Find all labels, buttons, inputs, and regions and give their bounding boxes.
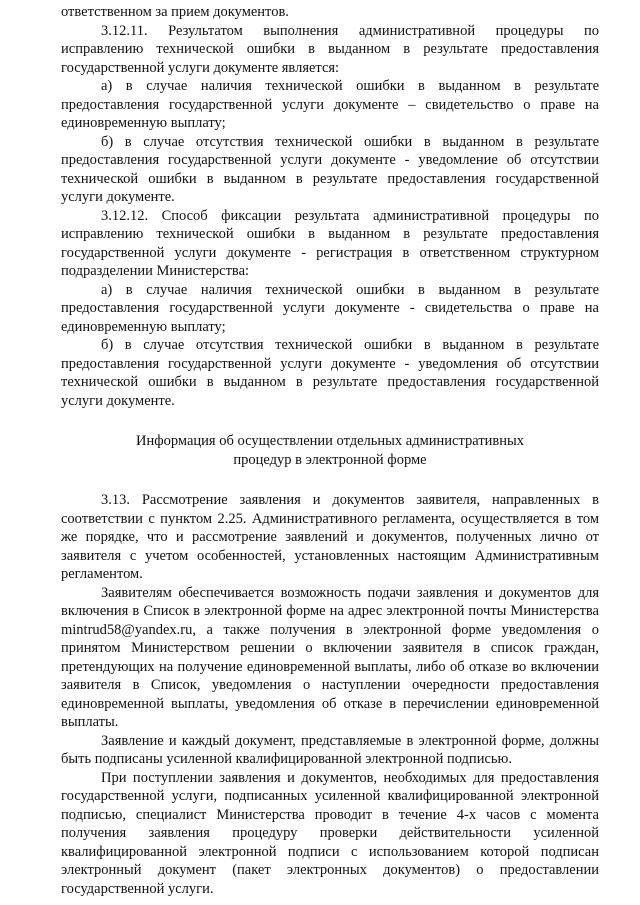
paragraph-3-12-11: 3.12.11. Результатом выполнения административной процедуры по исправлению технической ошибки в выданном в результате предоставления государственной услуги документе является: — [61, 22, 599, 76]
paragraph-3-12-11-b: б) в случае отсутствия технической ошибки в выданном в результате предоставления государственной услуги документе - уведомление об отсутствии технической ошибки в выданном в результате предоставления государственной услуги документе. — [61, 133, 599, 205]
paragraph-signature-verification: При поступлении заявления и документов, необходимых для предоставления государственной услуги, подписанных усиленной квалифицированной электронной подписью, специалист Министерства проводит в течение 4-х часов с момента получения заявления процедуру проверки действительности усиленной квалифицированной электронной подписи с использованием которой подписан электронный документ (пакет электронных документов) о предоставлении государственной услуги. — [61, 769, 599, 897]
section-heading — [61, 432, 599, 469]
paragraph-signature-requirement: Заявление и каждый документ, представляемые в электронной форме, должны быть подписаны усиленной квалифицированной электронной подписью. — [61, 732, 599, 767]
section-heading-line-2: процедур в электронной форме — [233, 451, 427, 468]
paragraph-3-12-12: 3.12.12. Способ фиксации результата административной процедуры по исправлению технической ошибки в выданном в результате предоставления государственной услуги документе - регистрация в ответственном структурном подразделении Министерства: — [61, 207, 599, 279]
paragraph-3-13: 3.13. Рассмотрение заявления и документов заявителя, направленных в соответствии с пунктом 2.25. Административного регламента, осуществляется в том же порядке, что и рассмотрение заявлений и документов, полученных лично от заявителя с учетом особенностей, установленных настоящим Административным регламентом. — [61, 492, 599, 582]
paragraph-electronic-submission: Заявителям обеспечивается возможность подачи заявления и документов для включения в Список в электронной форме на адрес электронной почты Министерства mintrud58@yandex.ru, а также получения в электронной форме уведомления о принятом Министерством решении о включении заявителя в список граждан, претендующих на получение единовременной выплаты, либо об отказе во включении заявителя в Список, уведомления о наступлении очередности предоставления единовременной выплаты, уведомления об отказе в перечислении единовременной выплаты. — [61, 584, 599, 730]
paragraph-3-12-12-b: б) в случае отсутствия технической ошибки в выданном в результате предоставления государственной услуги документе - уведомления об отсутствии технической ошибки в выданном в результате предоставления государственной услуги документе. — [61, 337, 599, 409]
paragraph-3-12-12-a: а) в случае наличия технической ошибки в выданном в результате предоставления государственной услуги документе - свидетельства о праве на единовременную выплату; — [61, 281, 599, 335]
section-heading-line-1: Информация об осуществлении отдельных административных — [135, 433, 525, 449]
document-page — [61, 3, 599, 898]
paragraph-3-12-11-a: а) в случае наличия технической ошибки в выданном в результате предоставления государственной услуги документе – свидетельство о праве на единовременную выплату; — [61, 78, 599, 131]
paragraph-continuation: ответственном за прием документов. — [61, 4, 289, 20]
